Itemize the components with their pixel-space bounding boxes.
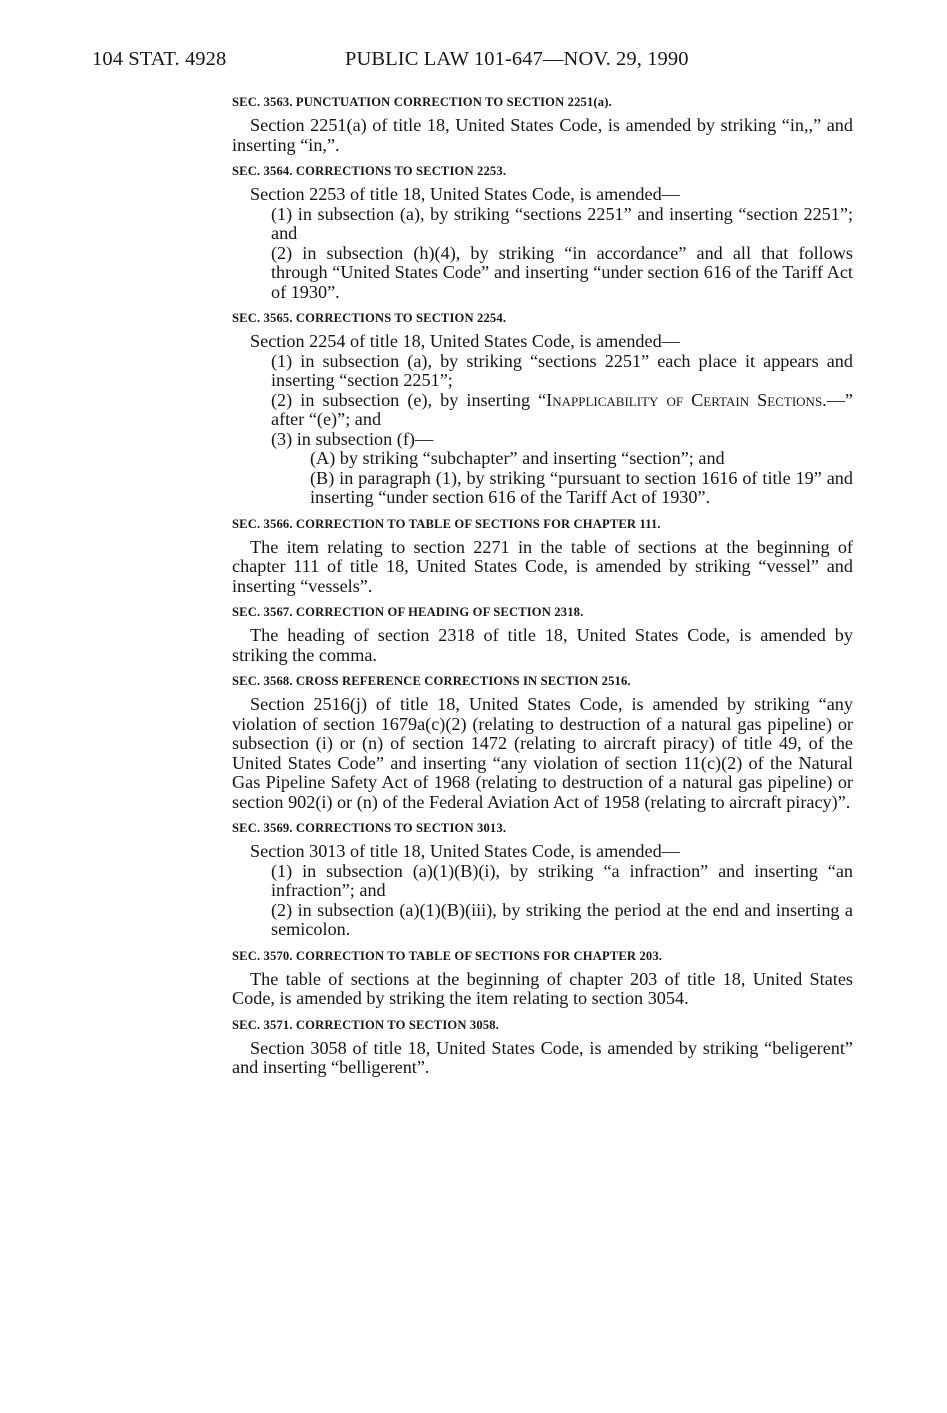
- section-3565-item-b: (B) in paragraph (1), by striking “pursuant to section 1616 of title 19” and inserting “under section 616 of the Tariff Act of 1930”.: [310, 467, 853, 507]
- section-heading-3567: SEC. 3567. CORRECTION OF HEADING OF SECTION 2318.: [232, 605, 584, 619]
- section-3565-item-2: [232, 391, 853, 430]
- section-3565-item-2-pre: (2) in subsection (e), by inserting “: [271, 389, 547, 410]
- section-heading-3565: SEC. 3565. CORRECTIONS TO SECTION 2254.: [232, 311, 507, 325]
- section-3569-item-1: (1) in subsection (a)(1)(B)(i), by striking “a infraction” and inserting “an infraction”; and: [271, 860, 853, 900]
- section-lead-3569: Section 3013 of title 18, United States Code, is amended—: [250, 841, 680, 861]
- section-text-3570: The table of sections at the beginning of chapter 203 of title 18, United States Code, is amended by striking the item relating to section 3054.: [232, 968, 853, 1008]
- statute-page-reference: 104 STAT. 4928: [92, 48, 227, 70]
- section-heading-3566: SEC. 3566. CORRECTION TO TABLE OF SECTIONS FOR CHAPTER 111.: [232, 516, 661, 531]
- section-3565-item-2-smallcaps: Inapplicability of Certain Sections.: [546, 389, 827, 410]
- section-3569-item-2: (2) in subsection (a)(1)(B)(iii), by striking the period at the end and inserting a semicolon.: [271, 899, 853, 939]
- section-heading-3568: SEC. 3568. CROSS REFERENCE CORRECTIONS IN SECTION 2516.: [232, 674, 631, 688]
- section-heading-3570: SEC. 3570. CORRECTION TO TABLE OF SECTIONS FOR CHAPTER 203.: [232, 948, 663, 963]
- section-lead-3564: Section 2253 of title 18, United States Code, is amended—: [250, 184, 680, 204]
- section-heading-3571: SEC. 3571. CORRECTION TO SECTION 3058.: [232, 1017, 499, 1032]
- section-heading-3569: SEC. 3569. CORRECTIONS TO SECTION 3013.: [232, 821, 507, 835]
- public-law-title: PUBLIC LAW 101-647—NOV. 29, 1990: [345, 48, 689, 70]
- section-text-3567: The heading of section 2318 of title 18, United States Code, is amended by striking the comma.: [232, 625, 853, 665]
- document-body: [232, 90, 853, 1087]
- running-header: [92, 48, 852, 74]
- section-3564-item-1: (1) in subsection (a), by striking “sections 2251” and inserting “section 2251”; and: [271, 203, 853, 243]
- section-3565-item-a: (A) by striking “subchapter” and inserting “section”; and: [310, 448, 725, 468]
- section-text-3566: The item relating to section 2271 in the table of sections at the beginning of chapter 111 of title 18, United States Code, is amended by striking “vessel” and inserting “vessels”.: [232, 536, 853, 596]
- section-text-3563: Section 2251(a) of title 18, United States Code, is amended by striking “in,,” and inserting “in,”.: [232, 115, 853, 155]
- section-3564-item-2: (2) in subsection (h)(4), by striking “in accordance” and all that follows through “United States Code” and inserting “under section 616 of the Tariff Act of 1930”.: [271, 242, 853, 302]
- section-heading-3563: SEC. 3563. PUNCTUATION CORRECTION TO SECTION 2251(a).: [232, 95, 612, 109]
- section-text-3568: Section 2516(j) of title 18, United States Code, is amended by striking “any violation of section 1679a(c)(2) (relating to destruction of a natural gas pipeline) or subsection (i) or (n) of section 1472 (relating to aircraft piracy) of title 49, of the United States Code” and inserting “any violation of section 11(c)(2) of the Natural Gas Pipeline Safety Act of 1968 (relating to destruction of a natural gas pipeline) or section 902(i) or (n) of the Federal Aviation Act of 1958 (relating to aircraft piracy)”.: [232, 694, 853, 812]
- section-lead-3565: Section 2254 of title 18, United States Code, is amended—: [250, 331, 680, 351]
- section-3565-item-3: (3) in subsection (f)—: [271, 428, 434, 449]
- section-3565-item-1: (1) in subsection (a), by striking “sections 2251” each place it appears and inserting “section 2251”;: [271, 350, 853, 390]
- section-text-3571: Section 3058 of title 18, United States Code, is amended by striking “beligerent” and inserting “belligerent”.: [232, 1037, 853, 1077]
- section-heading-3564: SEC. 3564. CORRECTIONS TO SECTION 2253.: [232, 164, 507, 178]
- section-3565-item-2-post: —” after “(e)”; and: [271, 389, 853, 429]
